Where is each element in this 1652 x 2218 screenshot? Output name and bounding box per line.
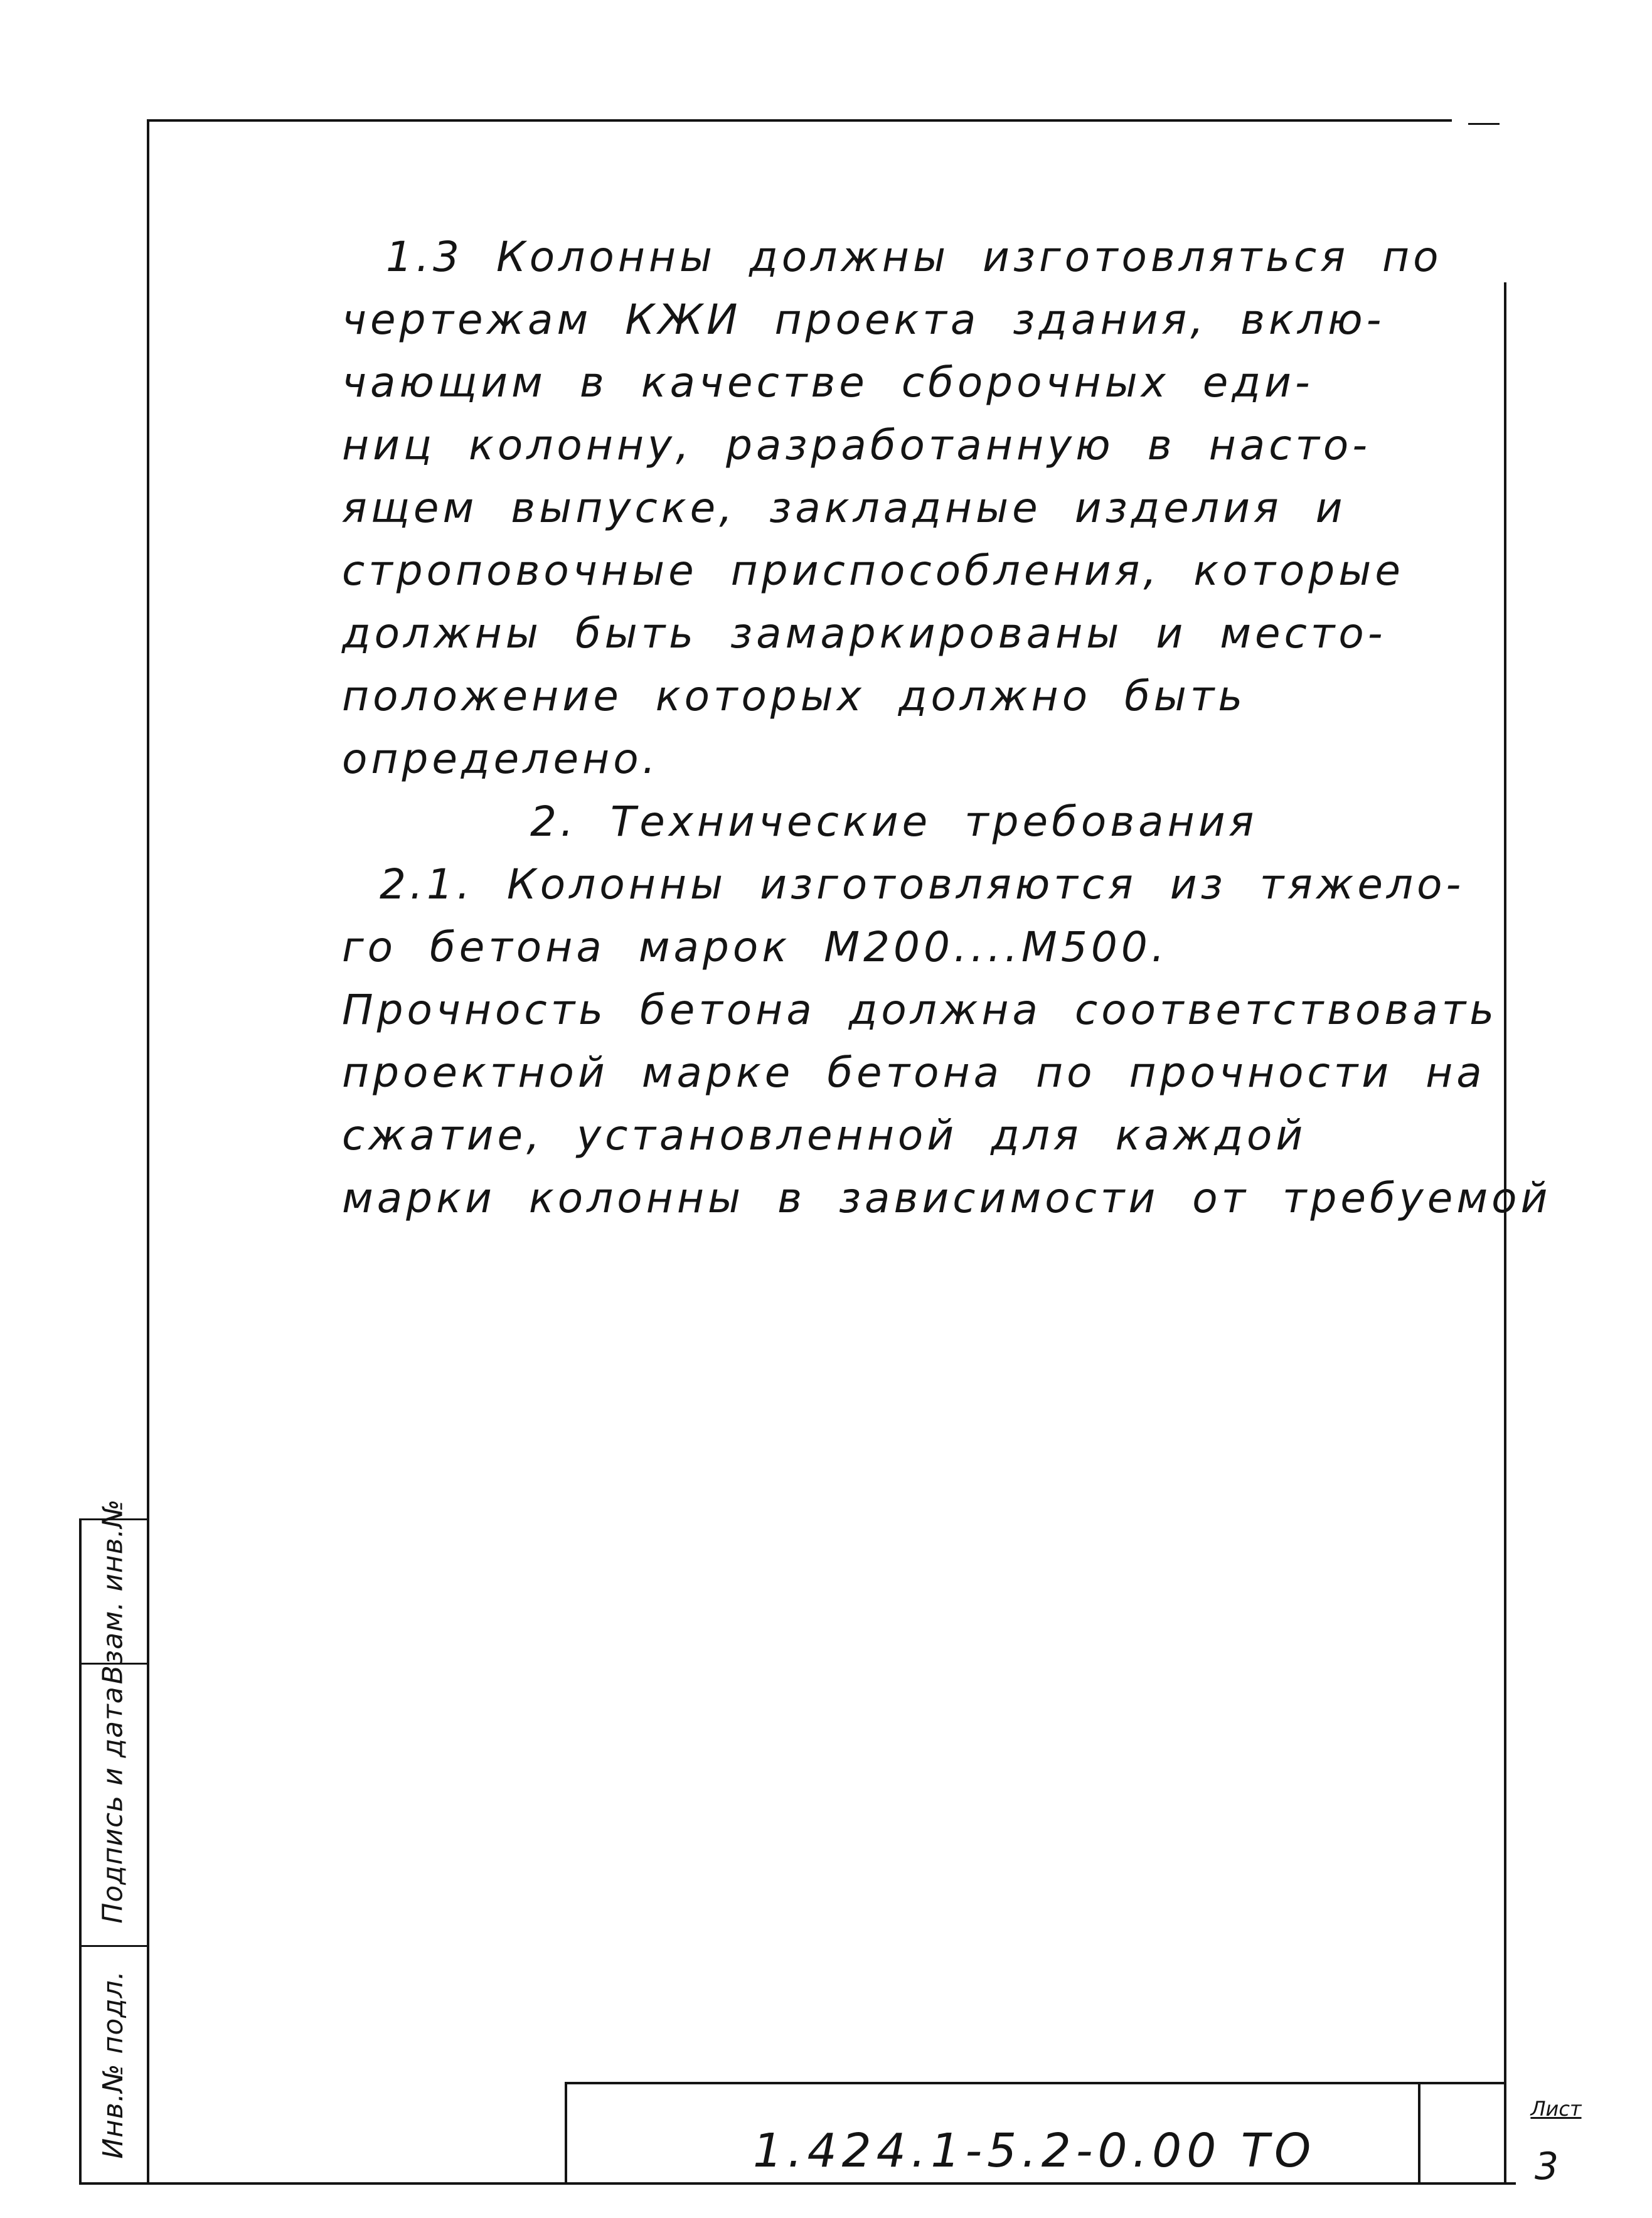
sheet-number: 3 <box>1534 2145 1559 2189</box>
text-line: ниц колонну, разработанную в насто- <box>342 421 1372 469</box>
text-line: Прочность бетона должна соответствовать <box>342 986 1498 1034</box>
frame-left-border <box>147 119 149 2183</box>
title-block-top-border <box>565 2082 1506 2084</box>
text-line: чающим в качестве сборочных еди- <box>342 358 1314 407</box>
text-line: сжатие, установленной для каждой <box>342 1111 1307 1160</box>
stamp-cell-vzam-inv <box>79 1498 147 1685</box>
text-line: 1.3 Колонны должны изготовляться по <box>386 233 1442 281</box>
text-line: 2.1. Колонны изготовляются из тяжело- <box>380 860 1465 909</box>
frame-top-border-tail <box>1468 123 1500 125</box>
stamp-label-inv-podl: Инв.№ подл. <box>97 1970 129 2159</box>
frame-bottom-border <box>79 2182 1516 2185</box>
stamp-cell-inv-podl <box>79 1947 147 2182</box>
title-block-left-border <box>565 2082 567 2183</box>
stamp-label-vzam-inv: Взам. инв.№ <box>97 1498 129 1685</box>
document-code: 1.424.1-5.2-0.00 ТО <box>753 2124 1316 2178</box>
text-line: чертежам КЖИ проекта здания, вклю- <box>342 296 1385 344</box>
text-line: определено. <box>342 735 659 783</box>
stamp-cell-podpis-data <box>79 1665 147 1945</box>
document-body <box>342 226 1552 1230</box>
text-line: го бетона марок М200....М500. <box>342 923 1168 971</box>
sheet-label: Лист <box>1530 2097 1582 2121</box>
text-line: должны быть замаркированы и место- <box>342 609 1387 658</box>
text-line: строповочные приспособления, которые <box>342 547 1404 595</box>
section-heading: 2. Технические требования <box>530 797 1258 846</box>
frame-top-border <box>147 119 1452 122</box>
text-line: проектной марке бетона по прочности на <box>342 1048 1486 1097</box>
text-line: марки колонны в зависимости от требуемой <box>342 1174 1552 1222</box>
text-line: положение которых должно быть <box>342 672 1247 720</box>
stamp-label-podpis-data: Подпись и дата <box>97 1686 129 1924</box>
text-line: ящем выпуске, закладные изделия и <box>342 484 1346 532</box>
